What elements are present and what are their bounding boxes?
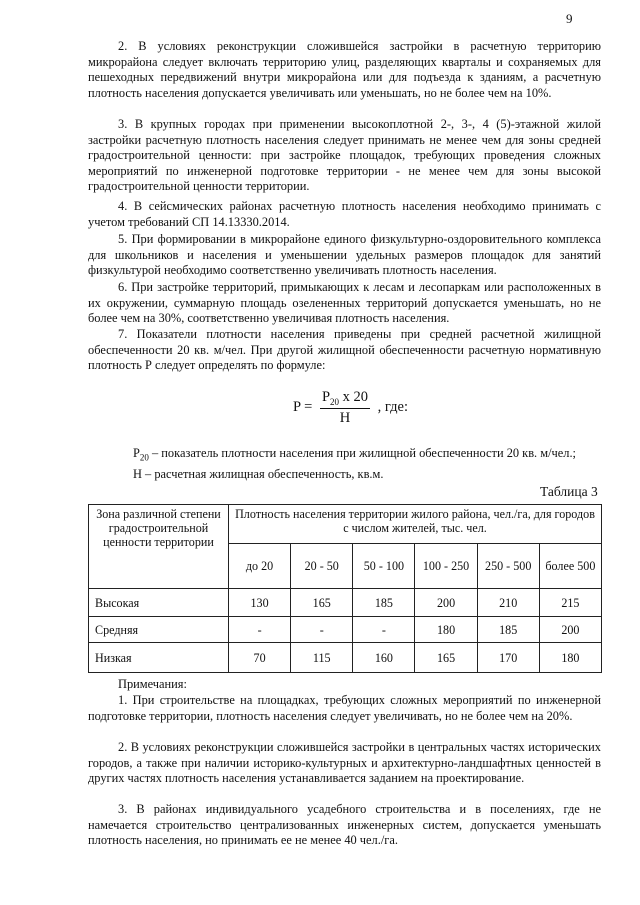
paragraph-3: 3. В крупных городах при применении высокоплотной 2-, 3-, 4 (5)-этажной жилой застройки расчетную плотность населения следует принимать не менее чем для зоны средней градостроительной ценности: при застройке площадок, требующих проведения сложных мероприятий по инженерной подготовке территории - не менее чем для зоны высокой градостроительной ценности территории. [88, 117, 601, 194]
table-cell: - [353, 617, 415, 643]
formula-definitions [133, 445, 576, 483]
table-row [89, 589, 602, 617]
formula-fraction [320, 389, 370, 427]
table-cell: 170 [477, 643, 539, 673]
definition-p20: $P_{20}$ – показатель плотности населения при жилищной обеспеченности 20 кв. м/чел.; [133, 446, 576, 463]
table-cell: 180 [415, 617, 477, 643]
table-cell: 160 [353, 643, 415, 673]
table-cell: 130 [229, 589, 291, 617]
formula-numerator: $P_{20}$ x 20 [321, 389, 369, 407]
table-cell: 185 [477, 617, 539, 643]
row-label: Низкая [89, 643, 229, 673]
table-cell: 200 [539, 617, 601, 643]
column-header: до 20 [229, 544, 291, 589]
notes-title: Примечания: [118, 677, 187, 691]
formula-denominator: H [339, 409, 351, 426]
density-formula [293, 389, 408, 427]
table-cell: 165 [415, 643, 477, 673]
table-cell: 70 [229, 643, 291, 673]
zone-header: Зона различной степени градостроительной ценности территории [89, 505, 229, 589]
table-cell: 210 [477, 589, 539, 617]
column-header: 50 - 100 [353, 544, 415, 589]
column-header: 20 - 50 [291, 544, 353, 589]
column-header: более 500 [539, 544, 601, 589]
table-cell: - [229, 617, 291, 643]
note-3: 3. В районах индивидуального усадебного строительства и в поселениях, где не намечается строительство централизованных инженерных систем, допускается уменьшать плотность населения, но принимать ее не менее 40 чел./га. [88, 802, 601, 848]
table-cell: 200 [415, 589, 477, 617]
table-cell: 180 [539, 643, 601, 673]
table-cell: - [291, 617, 353, 643]
table-cell: 165 [291, 589, 353, 617]
formula-tail: , где: [377, 399, 408, 416]
note-2: 2. В условиях реконструкции сложившейся застройки в центральных частях исторических городов, а также при наличии историко-культурных и архитектурно-ландшафтных ценностей в других частях плотность населения устанавливается заданием на проектирование. [88, 740, 601, 786]
page-number: 9 [566, 11, 573, 26]
formula-lhs: P = [293, 399, 313, 416]
paragraph-7: 7. Показатели плотности населения приведены при средней расчетной жилищной обеспеченности 20 кв. м/чел. При другой жилищной обеспеченности расчетную нормативную плотность Р следует определять по формуле: [88, 327, 601, 373]
density-header: Плотность населения территории жилого района, чел./га, для городов с числом жителей, тыс. чел. [229, 505, 602, 544]
column-header: 250 - 500 [477, 544, 539, 589]
table-cell: 185 [353, 589, 415, 617]
row-label: Средняя [89, 617, 229, 643]
table-row [89, 617, 602, 643]
paragraph-2: 2. В условиях реконструкции сложившейся застройки в расчетную территорию микрорайона следует включать территорию улиц, разделяющих кварталы и сохраняемых для пешеходных передвижений внутри микрорайона или для подъезда к зданиям, а расчетную плотность населения допускается увеличивать или уменьшать, но не более чем на 10%. [88, 39, 601, 100]
definition-h: Н – расчетная жилищная обеспеченность, кв.м. [133, 467, 384, 482]
table-cell: 115 [291, 643, 353, 673]
paragraph-6: 6. При застройке территорий, примыкающих к лесам и лесопаркам или расположенных в их окружении, суммарную площадь озелененных территорий допускается уменьшать, но не более чем на 30%, соответственно увеличивая плотность населения. [88, 280, 601, 326]
note-1: 1. При строительстве на площадках, требующих сложных мероприятий по инженерной подготовке территории, плотность населения следует увеличивать, но не более чем на 20%. [88, 693, 601, 723]
column-header: 100 - 250 [415, 544, 477, 589]
paragraph-4: 4. В сейсмических районах расчетную плотность населения необходимо принимать с учетом требований СП 14.13330.2014. [88, 199, 601, 229]
density-table [88, 504, 602, 673]
table-cell: 215 [539, 589, 601, 617]
table-caption: Таблица 3 [540, 484, 598, 499]
paragraph-5: 5. При формировании в микрорайоне единого физкультурно-оздоровительного комплекса для школьников и населения и уменьшении удельных размеров площадок для занятий физкультурой необходимо соответственно увеличивать плотность населения. [88, 232, 601, 278]
table-row [89, 643, 602, 673]
row-label: Высокая [89, 589, 229, 617]
